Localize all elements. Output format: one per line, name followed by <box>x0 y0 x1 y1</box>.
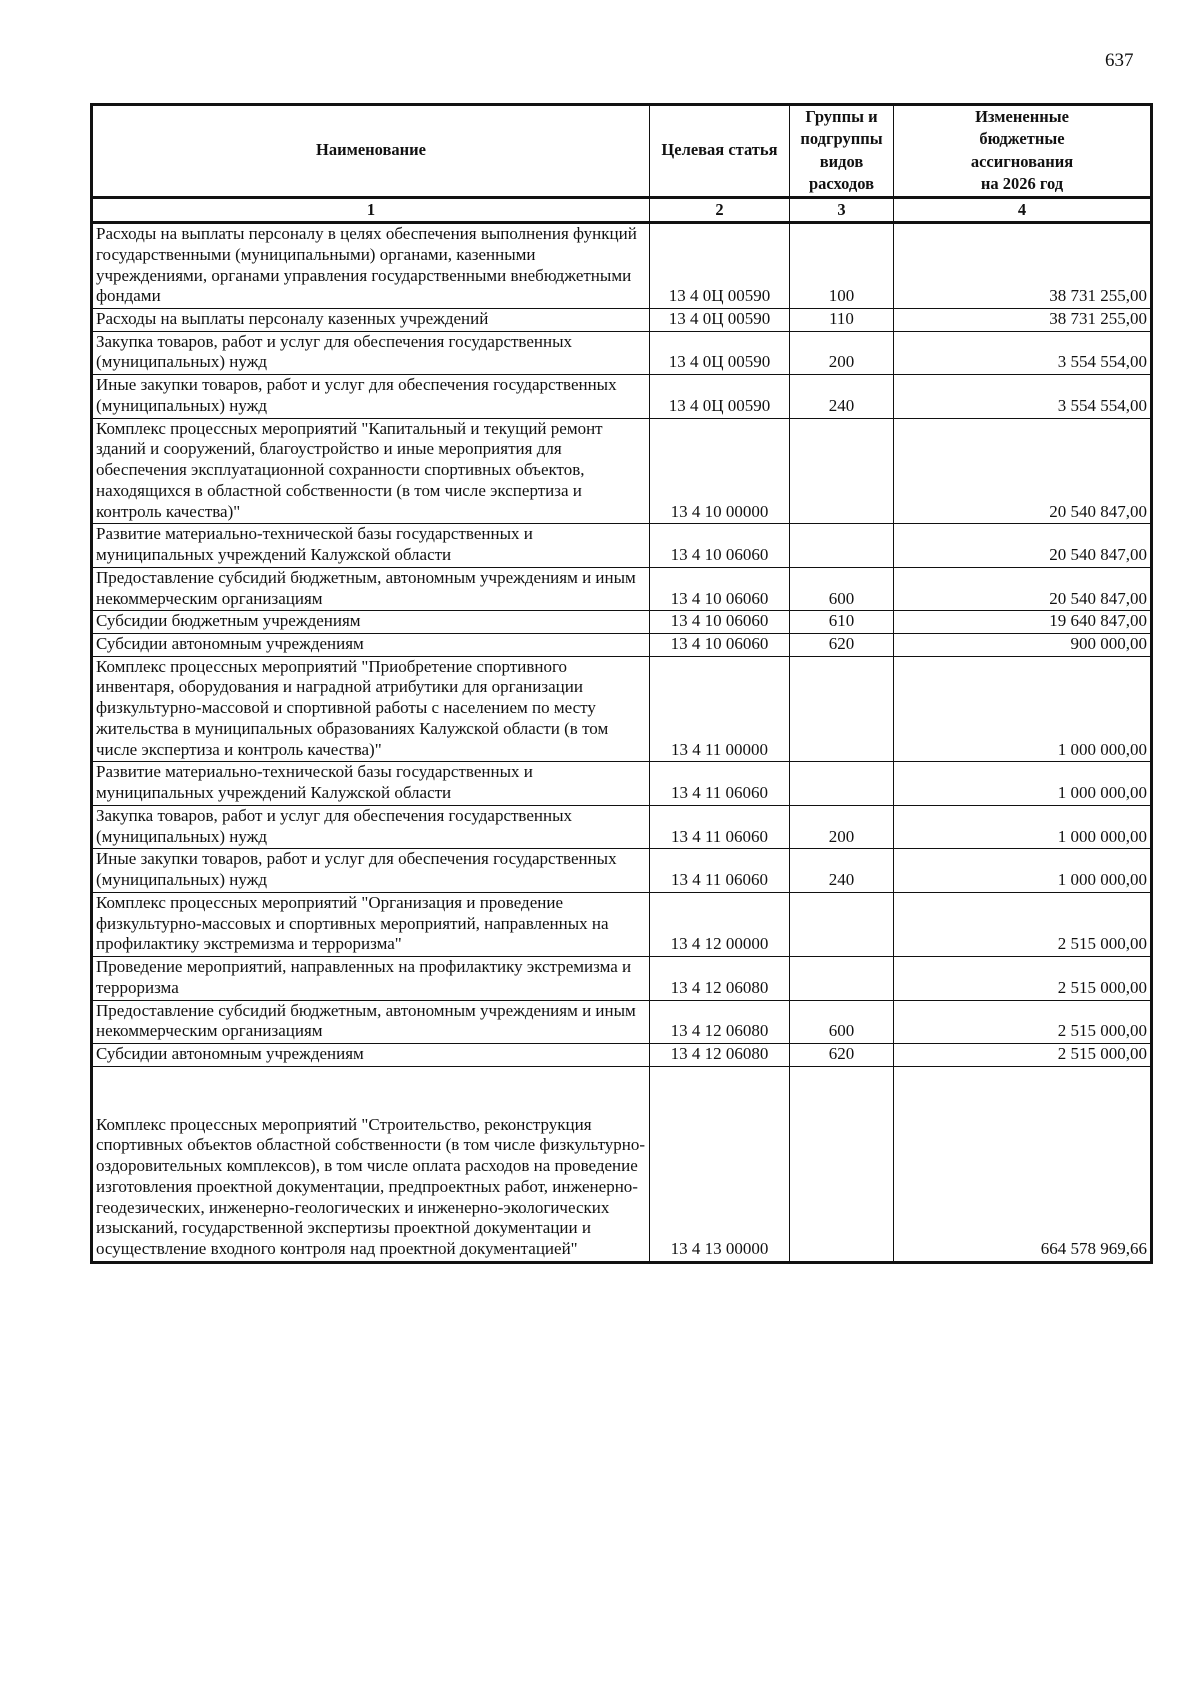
table-row <box>92 611 1152 634</box>
row-type: 200 <box>790 805 894 848</box>
row-target: 13 4 0Ц 00590 <box>650 223 790 309</box>
row-type <box>790 656 894 762</box>
table-row <box>92 849 1152 892</box>
row-target: 13 4 12 06080 <box>650 957 790 1000</box>
row-amount: 19 640 847,00 <box>894 611 1152 634</box>
table-row <box>92 892 1152 956</box>
table-row <box>92 1000 1152 1043</box>
row-name: Комплекс процессных мероприятий "Организация и проведение физкультурно-массовых и спортивных мероприятий, направленных на профилактику экстремизма и терроризма" <box>92 892 650 956</box>
row-target: 13 4 12 00000 <box>650 892 790 956</box>
table-row <box>92 524 1152 567</box>
row-type: 240 <box>790 375 894 418</box>
column-number: 4 <box>894 198 1152 223</box>
row-type <box>790 957 894 1000</box>
row-name: Проведение мероприятий, направленных на профилактику экстремизма и терроризма <box>92 957 650 1000</box>
header-name: Наименование <box>92 105 650 198</box>
row-type: 610 <box>790 611 894 634</box>
row-name: Расходы на выплаты персоналу казенных учреждений <box>92 309 650 332</box>
column-number: 3 <box>790 198 894 223</box>
row-target: 13 4 0Ц 00590 <box>650 331 790 374</box>
row-type: 200 <box>790 331 894 374</box>
row-type: 600 <box>790 1000 894 1043</box>
row-name: Субсидии бюджетным учреждениям <box>92 611 650 634</box>
table-row <box>92 567 1152 610</box>
row-name: Закупка товаров, работ и услуг для обеспечения государственных (муниципальных) нужд <box>92 331 650 374</box>
row-target: 13 4 10 06060 <box>650 634 790 657</box>
table-row <box>92 656 1152 762</box>
table-row <box>92 223 1152 309</box>
row-target: 13 4 10 06060 <box>650 611 790 634</box>
row-type <box>790 524 894 567</box>
row-type: 110 <box>790 309 894 332</box>
row-target: 13 4 12 06080 <box>650 1000 790 1043</box>
column-number-row <box>92 198 1152 223</box>
row-amount: 2 515 000,00 <box>894 1000 1152 1043</box>
header-amount: Измененные бюджетные ассигнования на 2026 год <box>894 105 1152 198</box>
row-target: 13 4 10 00000 <box>650 418 790 524</box>
table-row <box>92 957 1152 1000</box>
row-amount: 38 731 255,00 <box>894 309 1152 332</box>
row-name: Субсидии автономным учреждениям <box>92 1043 650 1066</box>
header-row <box>92 105 1152 198</box>
row-amount: 2 515 000,00 <box>894 892 1152 956</box>
row-target: 13 4 10 06060 <box>650 524 790 567</box>
page-number: 637 <box>1105 50 1134 71</box>
row-name: Предоставление субсидий бюджетным, автономным учреждениям и иным некоммерческим организациям <box>92 1000 650 1043</box>
row-type <box>790 892 894 956</box>
row-amount: 2 515 000,00 <box>894 957 1152 1000</box>
table-row <box>92 805 1152 848</box>
row-amount: 20 540 847,00 <box>894 418 1152 524</box>
table-row <box>92 309 1152 332</box>
row-name: Комплекс процессных мероприятий "Строительство, реконструкция спортивных объектов областной собственности (в том числе физкультурно-оздоровительных комплексов), в том числе оплата расходов на проведение изготовления проектной документации, предпроектных работ, инженерно-геодезических, инженерно-геологических и инженерно-экологических изысканий, государственной экспертизы проектной документации и осуществление входного контроля над проектной документацией" <box>92 1066 650 1262</box>
row-amount: 3 554 554,00 <box>894 375 1152 418</box>
row-name: Предоставление субсидий бюджетным, автономным учреждениям и иным некоммерческим организациям <box>92 567 650 610</box>
row-amount: 900 000,00 <box>894 634 1152 657</box>
column-number: 1 <box>92 198 650 223</box>
row-name: Развитие материально-технической базы государственных и муниципальных учреждений Калужской области <box>92 524 650 567</box>
row-amount: 20 540 847,00 <box>894 567 1152 610</box>
row-amount: 1 000 000,00 <box>894 762 1152 805</box>
row-name: Субсидии автономным учреждениям <box>92 634 650 657</box>
row-name: Расходы на выплаты персоналу в целях обеспечения выполнения функций государственными (муниципальными) органами, казенными учреждениями, органами управления государственными внебюджетными фондами <box>92 223 650 309</box>
row-target: 13 4 11 06060 <box>650 849 790 892</box>
row-name: Развитие материально-технической базы государственных и муниципальных учреждений Калужской области <box>92 762 650 805</box>
row-name: Комплекс процессных мероприятий "Капитальный и текущий ремонт зданий и сооружений, благоустройство и иные мероприятия для обеспечения эксплуатационной сохранности спортивных объектов, находящихся в областной собственности (в том числе экспертиза и контроль качества)" <box>92 418 650 524</box>
column-number: 2 <box>650 198 790 223</box>
row-amount: 1 000 000,00 <box>894 849 1152 892</box>
row-target: 13 4 0Ц 00590 <box>650 375 790 418</box>
row-name: Комплекс процессных мероприятий "Приобретение спортивного инвентаря, оборудования и наградной атрибутики для организации физкультурно-массовой и спортивной работы с населением по месту жительства в муниципальных образованиях Калужской области (в том числе экспертиза и контроль качества)" <box>92 656 650 762</box>
row-target: 13 4 0Ц 00590 <box>650 309 790 332</box>
row-target: 13 4 10 06060 <box>650 567 790 610</box>
row-amount: 1 000 000,00 <box>894 805 1152 848</box>
row-type <box>790 1066 894 1262</box>
header-target: Целевая статья <box>650 105 790 198</box>
table-row <box>92 331 1152 374</box>
row-type <box>790 762 894 805</box>
row-amount: 20 540 847,00 <box>894 524 1152 567</box>
row-name: Иные закупки товаров, работ и услуг для обеспечения государственных (муниципальных) нужд <box>92 849 650 892</box>
row-amount: 3 554 554,00 <box>894 331 1152 374</box>
row-name: Закупка товаров, работ и услуг для обеспечения государственных (муниципальных) нужд <box>92 805 650 848</box>
table-row <box>92 375 1152 418</box>
row-type: 100 <box>790 223 894 309</box>
row-target: 13 4 11 06060 <box>650 805 790 848</box>
row-type: 600 <box>790 567 894 610</box>
row-type: 620 <box>790 1043 894 1066</box>
header-groups: Группы и подгруппы видов расходов <box>790 105 894 198</box>
row-type <box>790 418 894 524</box>
row-target: 13 4 11 06060 <box>650 762 790 805</box>
row-name: Иные закупки товаров, работ и услуг для обеспечения государственных (муниципальных) нужд <box>92 375 650 418</box>
table-row <box>92 762 1152 805</box>
row-type: 620 <box>790 634 894 657</box>
table-row <box>92 418 1152 524</box>
table-row <box>92 634 1152 657</box>
table-row <box>92 1043 1152 1066</box>
row-amount: 664 578 969,66 <box>894 1066 1152 1262</box>
row-amount: 1 000 000,00 <box>894 656 1152 762</box>
row-target: 13 4 12 06080 <box>650 1043 790 1066</box>
row-amount: 38 731 255,00 <box>894 223 1152 309</box>
row-type: 240 <box>790 849 894 892</box>
table-row <box>92 1066 1152 1262</box>
row-target: 13 4 13 00000 <box>650 1066 790 1262</box>
budget-table <box>90 103 1153 1264</box>
row-target: 13 4 11 00000 <box>650 656 790 762</box>
row-amount: 2 515 000,00 <box>894 1043 1152 1066</box>
